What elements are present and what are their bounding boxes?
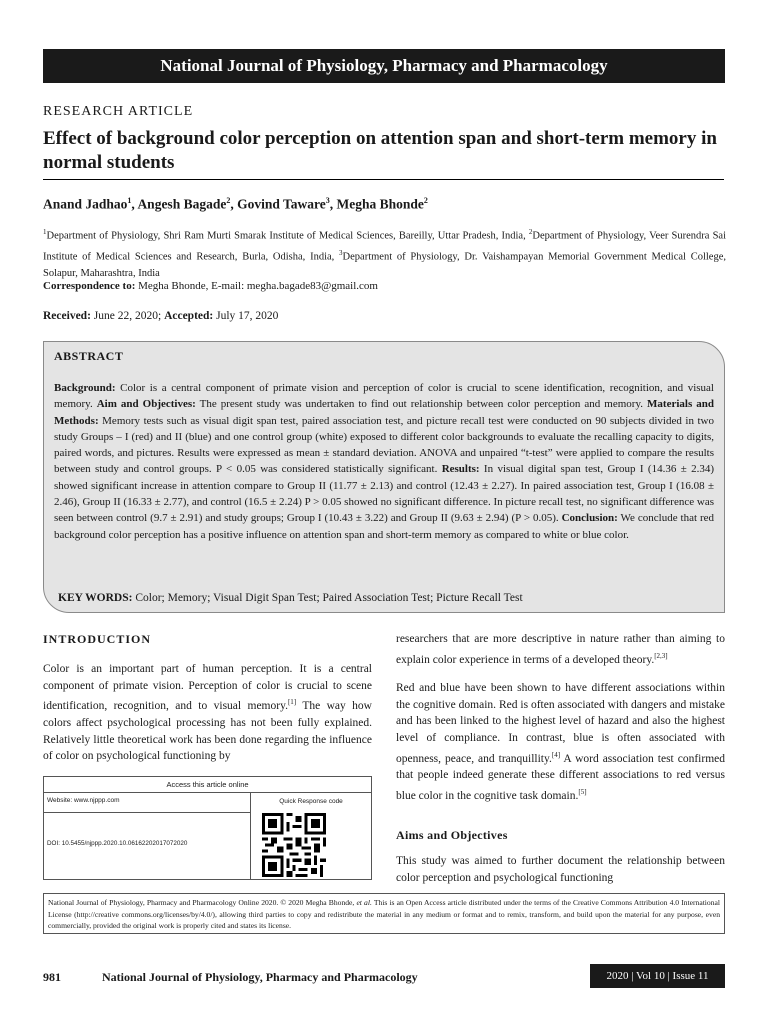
accepted-label: Accepted: (164, 310, 214, 322)
citation: [1] (287, 698, 297, 707)
affiliation-number: 1 (43, 228, 47, 236)
license-text: National Journal of Physiology, Pharmacy and Pharmacology Online 2020. © 2020 Megha Bhonde, (48, 898, 357, 907)
affiliations (43, 224, 726, 283)
results-label: Results: (441, 463, 480, 476)
title-divider (43, 179, 724, 180)
paragraph-text: A word association test confirmed that people indeed generate these different associations to red versus blue color in the cognitive task domain. (396, 752, 726, 802)
license-text: This is an Open Access article distributed under the terms of the Creative Commons Attribution 4.0 International License (http://creative commons.org/licenses/by/4.0/), allowing third parties to copy and redistribute the material in any medium or format and to remix, transform, and build upon the material for any purpose, even commercially, provided the original work is properly cited and states its license. (48, 898, 720, 930)
footer-journal-name: National Journal of Physiology, Pharmacy and Pharmacology (102, 970, 418, 984)
abstract-body (54, 380, 714, 543)
access-online-box (43, 776, 372, 880)
abstract-box (43, 341, 725, 613)
affiliation-number: 2 (528, 228, 533, 236)
qr-label: Quick Response code (279, 798, 343, 805)
author-affiliation-mark: 3 (325, 196, 330, 205)
introduction-paragraph (43, 661, 372, 765)
doi-link[interactable]: DOI: 10.5455/njppp.2020.10.06162202017072020 (47, 840, 188, 847)
citation: [2,3] (654, 651, 668, 660)
paragraph-text: Red and blue have been shown to have different associations within the cognitive domain. Red is often associated with dangers and mistake and has been linked to the highest level of hazard and also the highest level of compliance. In contrast, blue is often associated with openness, peace, and tranquillity. (396, 682, 725, 765)
article-title: Effect of background color perception on attention span and short-term memory in normal students (43, 128, 717, 173)
author-name: Govind Taware (237, 196, 326, 212)
keywords-text: Color; Memory; Visual Digit Span Test; Paired Association Test; Picture Recall Test (132, 592, 523, 604)
abstract-heading: ABSTRACT (54, 349, 124, 363)
author-name: Angesh Bagade (137, 196, 227, 212)
author-name: Anand Jadhao (43, 196, 128, 212)
license-box (43, 893, 725, 934)
correspondence (43, 280, 378, 292)
keywords-label: KEY WORDS: (58, 592, 133, 604)
right-paragraph-2 (396, 680, 725, 805)
website-link[interactable]: Website: www.njppp.com (44, 792, 250, 813)
affiliation-number: 3 (339, 249, 343, 257)
author-name: Megha Bhonde (336, 196, 424, 212)
received-date: June 22, 2020; (90, 310, 165, 322)
access-box-left (44, 792, 251, 879)
article-dates (43, 310, 278, 322)
accepted-date: July 17, 2020 (213, 310, 279, 322)
aim-label: Aim and Objectives: (96, 398, 196, 411)
intro-text: The way how colors affect psychological processing has not been fully explained. Relatively little theoretical work has been done regarding the influence of color on psychological functioning by (43, 700, 372, 763)
affiliation-text: Department of Physiology, Dr. Vaishampayan Memorial Government Medical College, Solapur, Maharashtra, India (43, 251, 726, 279)
conclusion-text: We conclude that red background color perception has a positive influence on attention span and short-term memory as compared to white or blue color. (54, 512, 714, 541)
citation: [4] (551, 750, 561, 759)
qr-code-icon (262, 813, 326, 877)
journal-banner: National Journal of Physiology, Pharmacy and Pharmacology (43, 49, 725, 83)
aim-text: The present study was undertaken to find out relationship between color perception and memory. (195, 398, 648, 411)
volume-issue-badge: 2020 | Vol 10 | Issue 11 (590, 964, 725, 988)
correspondence-label: Correspondence to: (43, 280, 136, 292)
author-affiliation-mark: 1 (127, 196, 132, 205)
methods-label: Materials and Methods: (54, 398, 714, 427)
license-etal: et al. (356, 898, 372, 907)
aims-paragraph: This study was aimed to further document the relationship between color perception and psychological functioning (396, 855, 725, 884)
background-text: Color is a central component of primate vision and perception of color is crucial to scene identification, recognition, and visual memory. (54, 382, 714, 411)
author-affiliation-mark: 2 (226, 196, 231, 205)
results-text: In visual digital span test, Group I (14.36 ± 2.34) showed significant increase in attention compare to Group II (11.77 ± 2.13) and control (12.43 ± 2.27). In paired association test, Group I (16.08 ± 2.46), Group II (16.33 ± 2.77), and control (16.5 ± 2.24) P > 0.05 showed no significant difference. In picture recall test, no significant difference was seen between control (9.7 ± 2.91) and study groups; Group I (10.43 ± 3.22) and Group II (9.63 ± 2.94) (P > 0.05). (54, 463, 714, 525)
paragraph-text: researchers that are more descriptive in nature rather than aiming to explain color experience in terms of a developed theory. (396, 633, 725, 666)
access-box-title: Access this article online (44, 777, 371, 793)
author-list: Anand Jadhao$^1$, Angesh Bagade$^2$, Govind Taware$^3$, Megha Bhonde$^2$ (43, 196, 428, 212)
methods-text: Memory tests such as visual digit span test, paired association test, and picture recall test were conducted on 90 subjects divided in two study Groups – I (red) and II (blue) and one control group (white) exposed to different color backgrounds to evaluate the recalling capacity to digits, paired words, and pictures. Results were expressed as mean ± standard deviation. ANOVA and unpaired “t-test” were applied to compare the results between study and control groups. P < 0.05 was considered statistically significant. (54, 414, 714, 476)
intro-text: Color is an important part of human perception. It is a central component of primate vision. Perception of color is crucial to scene identification, recognition, and to visual memory. (43, 663, 372, 713)
keywords (58, 592, 523, 604)
author-affiliation-mark: 2 (423, 196, 428, 205)
affiliation-text: Department of Physiology, Veer Surendra Sai Institute of Medical Sciences and Research, Burla, Odisha, India, (43, 230, 726, 263)
aims-heading: Aims and Objectives (396, 828, 508, 842)
introduction-heading: INTRODUCTION (43, 632, 152, 646)
affiliation-text: Department of Physiology, Shri Ram Murti Smarak Institute of Medical Sciences, Bareilly, Uttar Pradesh, India, (46, 230, 529, 242)
page-number: 981 (43, 970, 61, 984)
article-type: RESEARCH ARTICLE (43, 104, 194, 119)
conclusion-label: Conclusion: (561, 512, 618, 525)
citation: [5] (578, 788, 587, 797)
right-paragraph-1 (396, 631, 725, 668)
correspondence-text: Megha Bhonde, E-mail: megha.bagade83@gmail.com (135, 280, 378, 292)
background-label: Background: (54, 382, 116, 394)
received-label: Received: (43, 310, 91, 322)
